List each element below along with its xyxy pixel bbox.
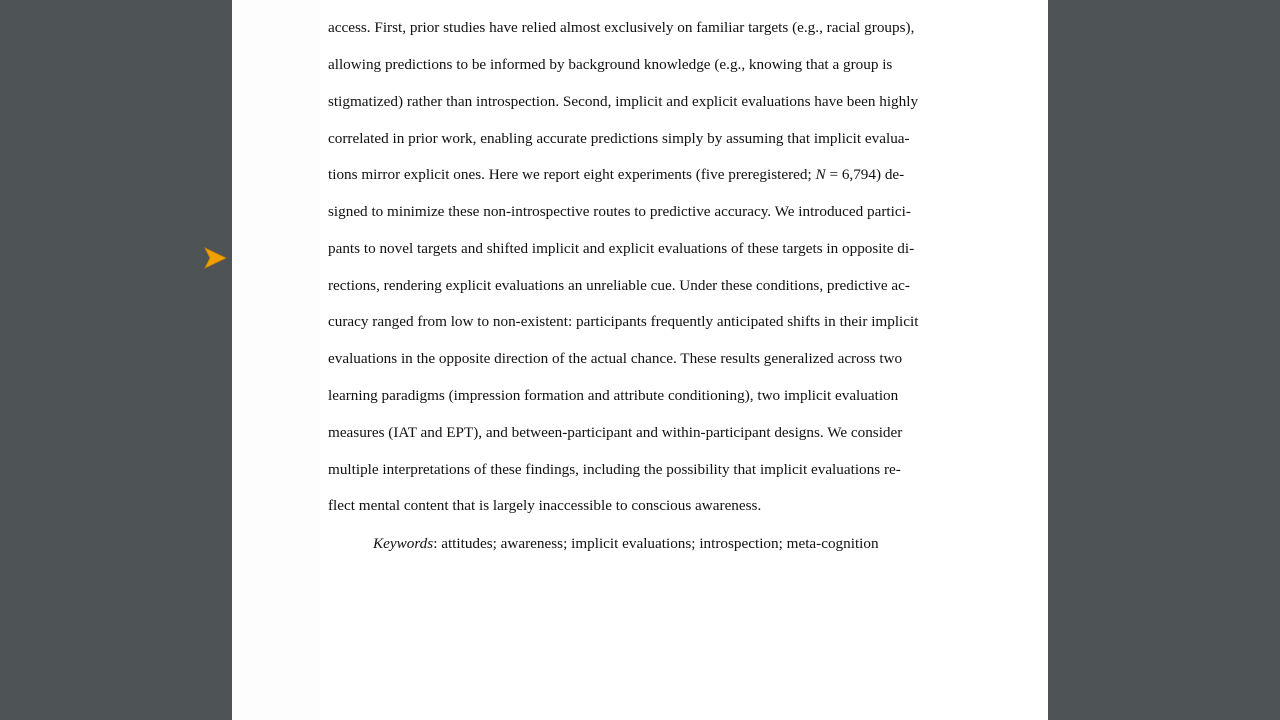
keywords-label: Keywords (373, 535, 434, 552)
page-margin (232, 0, 320, 720)
abstract-line: measures (IAT and EPT), and between-participant and within-participant designs. We consider (328, 424, 903, 441)
keywords-text: : attitudes; awareness; implicit evaluations; introspection; meta-cognition (433, 535, 879, 552)
abstract-line: curacy ranged from low to non-existent: participants frequently anticipated shifts in their implicit (328, 313, 919, 330)
abstract-line: access. First, prior studies have relied almost exclusively on familiar targets (e.g., racial groups), (328, 19, 915, 36)
document-page (232, 0, 1048, 720)
abstract-line: learning paradigms (impression formation and attribute conditioning), two implicit evaluation (328, 387, 899, 404)
abstract-line: pants to novel targets and shifted implicit and explicit evaluations of these targets in opposite di- (328, 240, 915, 257)
abstract-line: signed to minimize these non-introspective routes to predictive accuracy. We introduced partici- (328, 203, 911, 220)
abstract-line: allowing predictions to be informed by background knowledge (e.g., knowing that a group is (328, 56, 893, 73)
abstract-line: correlated in prior work, enabling accurate predictions simply by assuming that implicit evalua- (328, 130, 910, 147)
abstract-line: tions mirror explicit ones. Here we report eight experiments (five preregistered; N = 6,794) de- (328, 166, 905, 183)
sample-size-symbol: N (815, 166, 826, 183)
arrow-pointer-icon (203, 246, 227, 270)
keywords-line (373, 534, 879, 554)
abstract-line: multiple interpretations of these findings, including the possibility that implicit evaluations re- (328, 461, 901, 478)
abstract-line: rections, rendering explicit evaluations an unreliable cue. Under these conditions, predictive ac- (328, 277, 910, 294)
abstract-line: flect mental content that is largely inaccessible to conscious awareness. (328, 497, 762, 514)
abstract-line: evaluations in the opposite direction of the actual chance. These results generalized across two (328, 350, 903, 367)
abstract-line: stigmatized) rather than introspection. Second, implicit and explicit evaluations have been highly (328, 93, 919, 110)
